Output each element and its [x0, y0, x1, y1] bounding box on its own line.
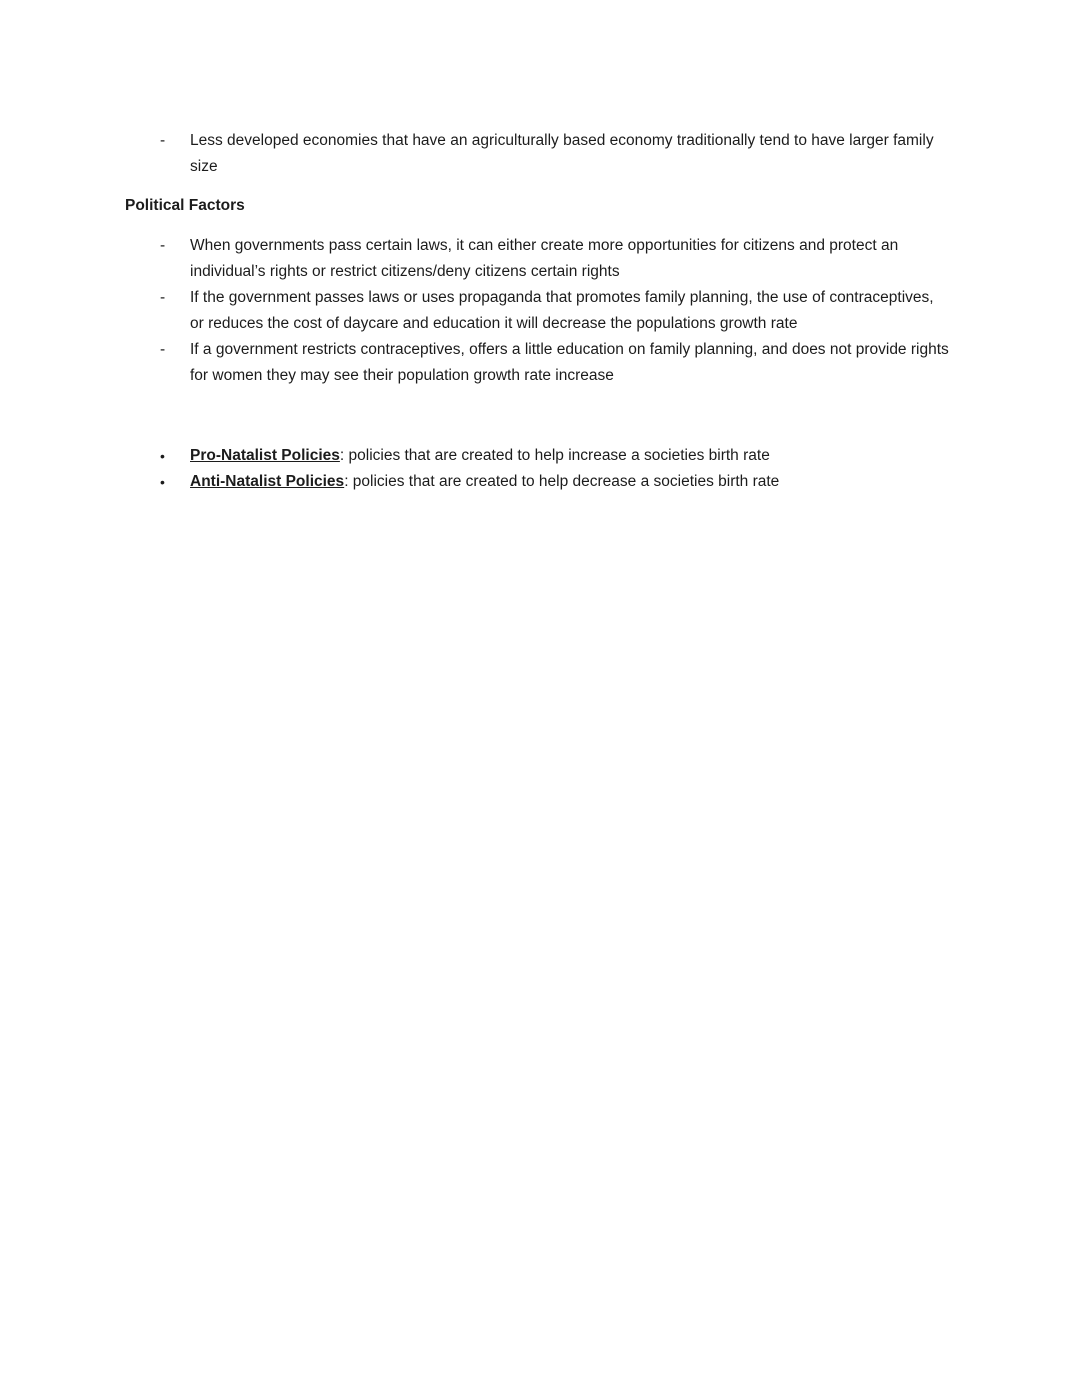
dash-marker: -	[160, 341, 166, 358]
list-item	[125, 128, 955, 180]
natalist-policies-list	[125, 443, 955, 495]
policy-definition: : policies that are created to help increase a societies birth rate	[339, 447, 770, 464]
political-factors-list	[125, 233, 955, 389]
bullet-marker: •	[160, 474, 165, 490]
list-item-text: If a government restricts contraceptives, offers a little education on family planning, and does not provide rights for women they may see their population growth rate increase	[190, 341, 949, 384]
list-item	[125, 337, 955, 389]
list-item-text	[190, 443, 950, 469]
section-heading-political-factors: Political Factors	[125, 197, 245, 214]
list-item	[125, 469, 955, 495]
policy-definition: : policies that are created to help decrease a societies birth rate	[344, 473, 780, 490]
list-item	[125, 285, 955, 337]
list-item	[125, 443, 955, 469]
dash-marker: -	[160, 237, 166, 254]
dash-marker: -	[160, 132, 166, 149]
list-item-text: When governments pass certain laws, it can either create more opportunities for citizens and protect an individual’s rights or restrict citizens/deny citizens certain rights	[190, 237, 899, 280]
list-item-text: If the government passes laws or uses propaganda that promotes family planning, the use of contraceptives, or reduces the cost of daycare and education it will decrease the populations growth rate	[190, 289, 934, 332]
dash-marker: -	[160, 289, 166, 306]
top-dash-list	[125, 128, 955, 180]
list-item	[125, 233, 955, 285]
list-item-text	[190, 469, 950, 495]
policy-term: Pro-Natalist Policies	[190, 447, 340, 464]
list-item-text: Less developed economies that have an agriculturally based economy traditionally tend to have larger family size	[190, 132, 934, 175]
bullet-marker: •	[160, 448, 165, 464]
policy-term: Anti-Natalist Policies	[190, 473, 345, 490]
